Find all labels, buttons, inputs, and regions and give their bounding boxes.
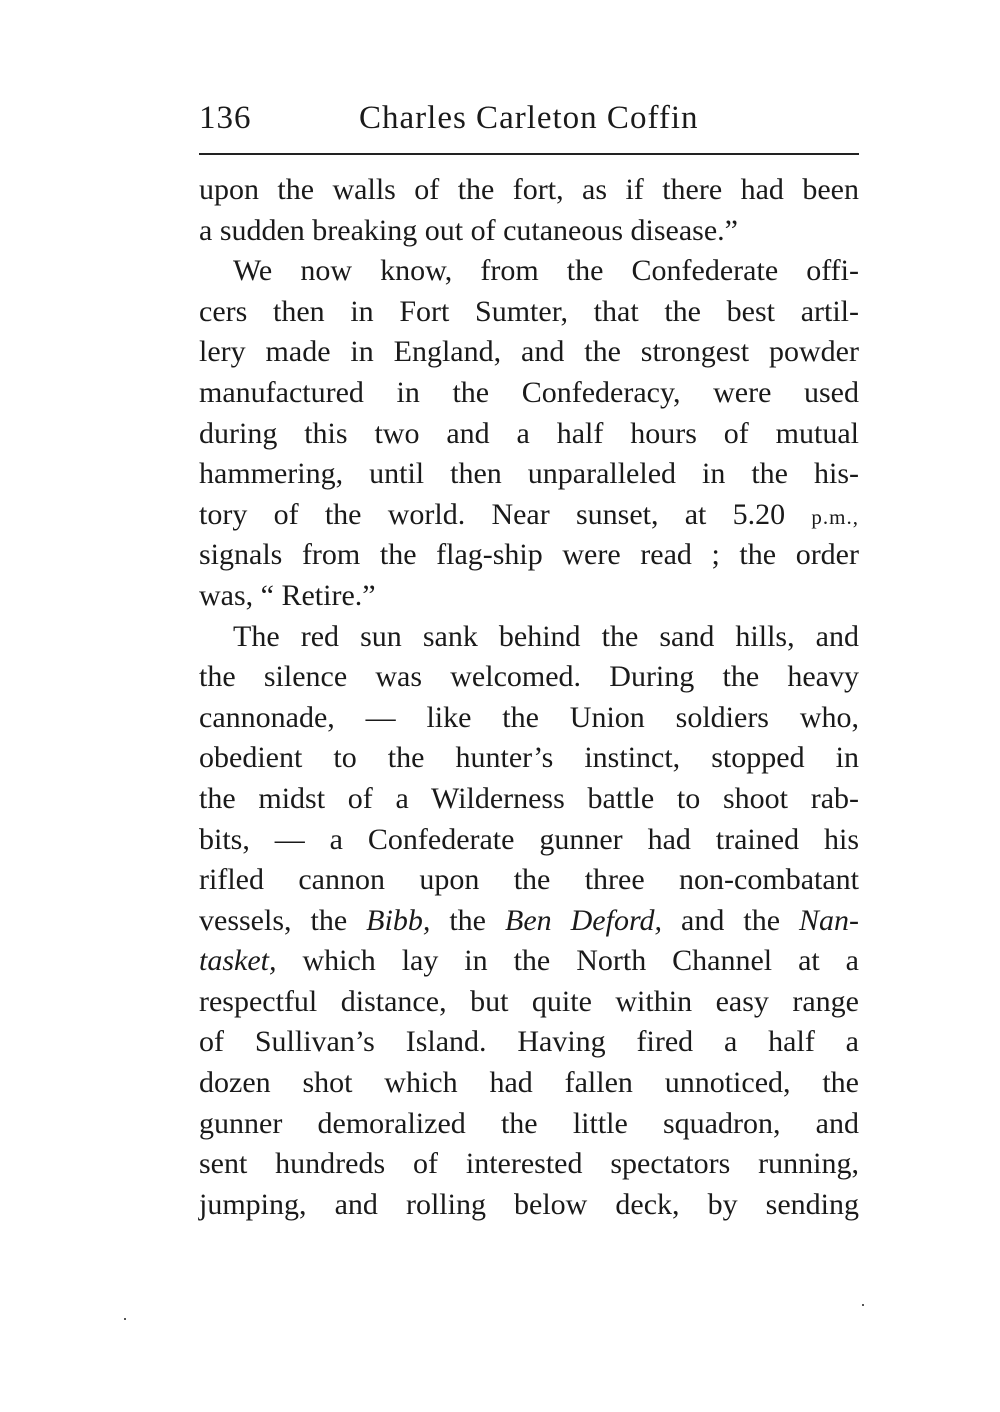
text-line: jumping, and rolling below deck, by sending bbox=[199, 1187, 859, 1221]
text-line: rifled cannon upon the three non-combatant bbox=[199, 863, 859, 897]
text-line: the midst of a Wilderness battle to shoot rab- bbox=[199, 781, 859, 815]
text-line bbox=[199, 941, 859, 982]
text-line: a sudden breaking out of cutaneous disease.” bbox=[199, 213, 738, 247]
text-line: was, “ Retire.” bbox=[199, 578, 376, 612]
text-segment: and the bbox=[662, 903, 800, 937]
ship-name: Nan- bbox=[799, 903, 860, 937]
text-line bbox=[199, 901, 859, 942]
text-line: signals from the flag-ship were read ; the order bbox=[199, 538, 859, 572]
text-line: hammering, until then unparalleled in the his- bbox=[199, 457, 859, 491]
text-line: obedient to the hunter’s instinct, stopped in bbox=[199, 741, 859, 775]
text-line: bits, — a Confederate gunner had trained his bbox=[199, 822, 859, 856]
text-line: the silence was welcomed. During the heavy bbox=[199, 660, 859, 694]
text-line: lery made in England, and the strongest powder bbox=[199, 335, 859, 369]
body-text bbox=[199, 170, 859, 1225]
text-segment: vessels, the bbox=[199, 903, 367, 937]
ship-name: Bibb, bbox=[366, 903, 431, 937]
text-segment: the bbox=[430, 903, 505, 937]
ship-name: Ben Deford, bbox=[505, 903, 663, 937]
header-rule bbox=[199, 153, 859, 155]
text-line: respectful distance, but quite within easy range bbox=[199, 984, 859, 1018]
text-line: We now know, from the Confederate offi- bbox=[233, 254, 859, 288]
text-line: cers then in Fort Sumter, that the best artil- bbox=[199, 294, 859, 328]
text-line: upon the walls of the fort, as if there had been bbox=[199, 173, 859, 206]
ship-name: tasket, bbox=[199, 944, 277, 978]
text-line: The red sun sank behind the sand hills, and bbox=[233, 619, 859, 653]
text-segment: which lay in the North Channel at a bbox=[302, 944, 859, 978]
text-line: gunner demoralized the little squadron, and bbox=[199, 1106, 859, 1140]
text-line: dozen shot which had fallen unnoticed, the bbox=[199, 1066, 859, 1100]
running-head bbox=[199, 100, 859, 144]
text-line bbox=[199, 495, 859, 536]
text-line: during this two and a half hours of mutual bbox=[199, 416, 859, 450]
text-line: cannonade, — like the Union soldiers who, bbox=[199, 700, 859, 734]
text-segment: tory of the world. Near sunset, at 5.20 bbox=[199, 497, 812, 531]
scan-speck bbox=[862, 1304, 864, 1306]
text-segment bbox=[276, 944, 302, 977]
text-line: sent hundreds of interested spectators running, bbox=[199, 1147, 859, 1181]
text-line: manufactured in the Confederacy, were used bbox=[199, 375, 859, 409]
scan-speck bbox=[124, 1318, 126, 1320]
running-title: Charles Carleton Coffin bbox=[359, 100, 699, 136]
small-caps-time: p.m., bbox=[811, 504, 859, 529]
page-number: 136 bbox=[199, 100, 252, 136]
text-line: of Sullivan’s Island. Having fired a half a bbox=[199, 1025, 859, 1059]
